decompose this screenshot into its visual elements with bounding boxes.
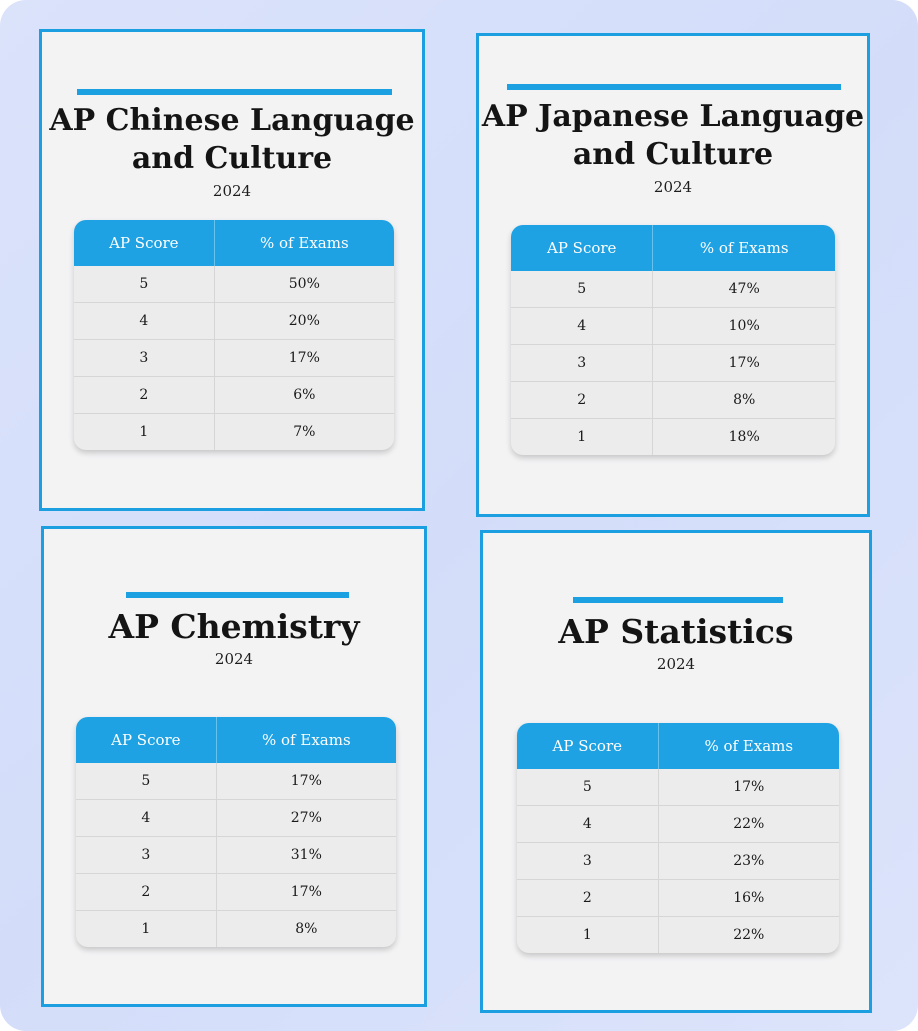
score-cell: 5: [139, 276, 149, 292]
score-cell: 3: [517, 842, 658, 879]
percent-cell: 27%: [216, 799, 396, 836]
score-table: [511, 225, 835, 455]
column-header-ap-score: AP Score: [74, 220, 214, 266]
score-cell: 1: [74, 413, 214, 450]
score-cell: 4: [511, 307, 652, 344]
score-cell: 2: [76, 873, 216, 910]
card-year: 2024: [656, 655, 696, 673]
score-table: [76, 717, 396, 947]
table-row: [76, 910, 396, 947]
percent-cell: 8%: [652, 381, 835, 418]
table-row: [517, 805, 839, 842]
percent-cell: 17%: [216, 763, 396, 799]
table-row: [76, 836, 396, 873]
table-row: [74, 413, 394, 450]
table-row: [511, 418, 835, 455]
score-cell: 3: [76, 836, 216, 873]
column-header-ap-score: AP Score: [76, 717, 216, 763]
percent-cell: 22%: [658, 805, 839, 842]
card-title-line1: AP Chinese Language: [49, 103, 415, 138]
score-cell: 4: [517, 805, 658, 842]
card-ap-chemistry: [41, 526, 427, 1007]
table-row: [74, 266, 394, 302]
table-row: [76, 763, 396, 799]
score-cell: 1: [76, 910, 216, 947]
table-row: [74, 376, 394, 413]
table-row: [517, 769, 839, 805]
table-row: [511, 307, 835, 344]
column-header-percent-of-exams: % of Exams: [216, 717, 396, 763]
table-row: [511, 344, 835, 381]
percent-cell: 16%: [658, 879, 839, 916]
score-cell: 3: [74, 339, 214, 376]
percent-cell: 50%: [214, 266, 394, 302]
percent-cell: 47%: [652, 271, 835, 307]
table-row: [76, 799, 396, 836]
table-row: [511, 271, 835, 307]
column-header-percent-of-exams: % of Exams: [658, 723, 839, 769]
percent-cell: 23%: [658, 842, 839, 879]
column-header-percent-of-exams: % of Exams: [652, 225, 835, 271]
score-cell: 2: [517, 879, 658, 916]
card-title-line1: AP Statistics: [558, 612, 794, 651]
percent-cell: 17%: [652, 344, 835, 381]
score-cell: 1: [517, 916, 658, 953]
percent-cell: 6%: [214, 376, 394, 413]
column-header-ap-score: AP Score: [511, 225, 652, 271]
card-title-line2: and Culture: [131, 141, 333, 176]
score-table: [517, 723, 839, 953]
card-year: 2024: [653, 178, 693, 196]
column-header-ap-score: AP Score: [517, 723, 658, 769]
card-title-line1: AP Japanese Language: [481, 99, 865, 134]
card-title: [483, 613, 869, 651]
percent-cell: 7%: [214, 413, 394, 450]
card-title: [479, 98, 867, 174]
table-row: [511, 381, 835, 418]
table-row: [76, 873, 396, 910]
title-accent-bar: [77, 89, 392, 95]
percent-cell: 10%: [652, 307, 835, 344]
card-title-line2: and Culture: [572, 137, 774, 172]
percent-cell: 18%: [652, 418, 835, 455]
score-cell: 2: [511, 381, 652, 418]
card-ap-statistics: [480, 530, 872, 1013]
card-year: 2024: [212, 182, 252, 200]
score-cell: 5: [582, 779, 592, 795]
percent-cell: 8%: [216, 910, 396, 947]
card-ap-chinese: [39, 29, 425, 511]
score-cell: 2: [74, 376, 214, 413]
score-cell: 4: [74, 302, 214, 339]
percent-cell: 20%: [214, 302, 394, 339]
table-row: [517, 842, 839, 879]
card-title-line1: AP Chemistry: [108, 607, 360, 646]
column-header-percent-of-exams: % of Exams: [214, 220, 394, 266]
score-cell: 5: [577, 281, 587, 297]
percent-cell: 31%: [216, 836, 396, 873]
score-table: [74, 220, 394, 450]
card-ap-japanese: [476, 33, 870, 517]
percent-cell: 17%: [214, 339, 394, 376]
title-accent-bar: [573, 597, 783, 603]
card-title: [42, 102, 422, 178]
table-row: [74, 339, 394, 376]
table-row: [517, 879, 839, 916]
score-cell: 4: [76, 799, 216, 836]
table-row: [517, 916, 839, 953]
percent-cell: 22%: [658, 916, 839, 953]
table-row: [74, 302, 394, 339]
score-cell: 3: [511, 344, 652, 381]
percent-cell: 17%: [216, 873, 396, 910]
card-title: [44, 608, 424, 646]
score-cell: 1: [511, 418, 652, 455]
title-accent-bar: [507, 84, 841, 90]
title-accent-bar: [126, 592, 349, 598]
card-year: 2024: [214, 650, 254, 668]
percent-cell: 17%: [658, 769, 839, 805]
score-cell: 5: [141, 773, 151, 789]
